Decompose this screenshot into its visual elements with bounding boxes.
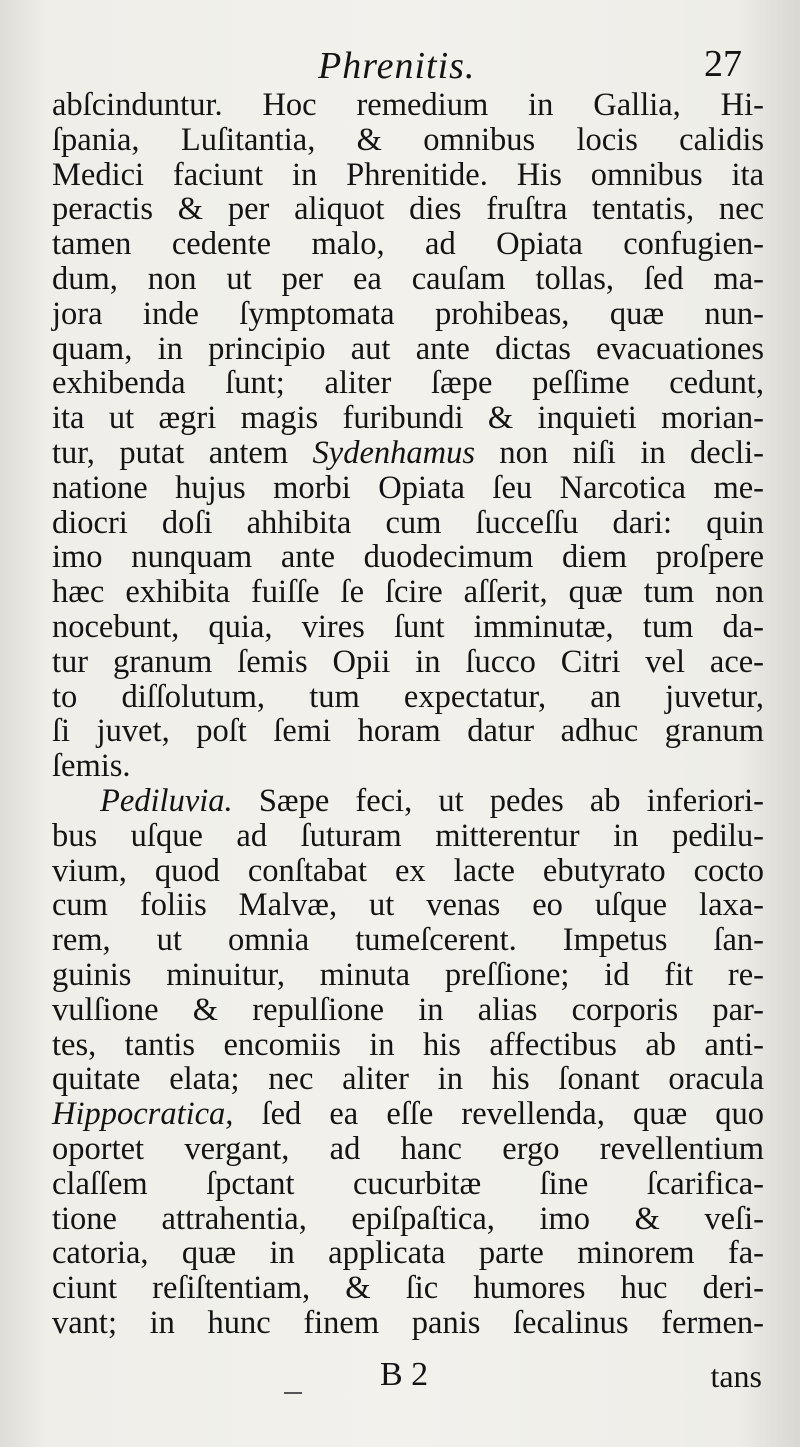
text-line: tur granum ſemis Opii in ſucco Citri vel ace- bbox=[52, 643, 764, 680]
text-line: tione attrahentia, epiſpaſtica, imo & veſi- bbox=[52, 1200, 764, 1237]
text-segment: Sæpe feci, ut pedes ab inferiori- bbox=[258, 782, 765, 819]
text-line: rem, ut omnia tumeſcerent. Impetus ſan- bbox=[52, 922, 764, 959]
text-line: bus uſque ad ſuturam mitterentur in pedilu- bbox=[52, 817, 764, 854]
text-line: tes, tantis encomiis in his affectibus ab anti- bbox=[52, 1026, 764, 1063]
text-line: claſſem ſpctant cucurbitæ ſine ſcarifica- bbox=[52, 1165, 764, 1202]
text-line: vium, quod conſtabat ex lacte ebutyrato cocto bbox=[52, 852, 764, 889]
italic-word-hippocratica: Hippocratica, bbox=[52, 1096, 234, 1133]
page-number: 27 bbox=[704, 43, 742, 85]
text-line: ita ut ægri magis furibundi & inquieti morian- bbox=[52, 400, 764, 437]
italic-heading-pediluvia: Pediluvia. bbox=[100, 782, 233, 819]
text-line: ſpania, Luſitantia, & omnibus locis calidis bbox=[52, 121, 764, 158]
paragraph-start-pediluvia bbox=[52, 784, 764, 819]
text-line: diocri doſi ahhibita cum ſucceſſu dari: quin bbox=[52, 504, 764, 541]
text-line-with-name bbox=[52, 436, 764, 471]
text-line: peractis & per aliquot dies fruſtra tentatis, nec bbox=[52, 191, 764, 228]
text-line: vulſione & repulſione in alias corporis par- bbox=[52, 991, 764, 1028]
body-text bbox=[52, 88, 764, 1341]
text-line: Medici faciunt in Phrenitide. His omnibus ita bbox=[52, 156, 764, 193]
text-line: cum foliis Malvæ, ut venas eo uſque laxa- bbox=[52, 887, 764, 924]
text-line: dum, non ut per ea cauſam tollas, ſed ma- bbox=[52, 260, 764, 297]
running-head bbox=[0, 40, 800, 90]
text-segment: tur, putat antem bbox=[52, 434, 289, 471]
italic-name-sydenhamus: Sydenhamus bbox=[312, 434, 476, 471]
text-line: to diſſolutum, tum expectatur, an juvetur, bbox=[52, 678, 764, 715]
text-line: quam, in principio aut ante dictas evacuationes bbox=[52, 330, 764, 367]
text-line: oportet vergant, ad hanc ergo revellentium bbox=[52, 1130, 764, 1167]
text-line: tamen cedente malo, ad Opiata confugien- bbox=[52, 226, 764, 263]
text-line: hæc exhibita fuiſſe ſe ſcire aſſerit, quæ tum non bbox=[52, 574, 764, 611]
text-line: abſcinduntur. Hoc remedium in Gallia, Hi- bbox=[52, 87, 764, 123]
catchword: tans bbox=[710, 1358, 762, 1394]
text-line-with-name bbox=[52, 1097, 764, 1132]
text-line: guinis minuitur, minuta preſſione; id fit re- bbox=[52, 956, 764, 993]
text-line: exhibenda ſunt; aliter ſæpe peſſime cedunt, bbox=[52, 365, 764, 402]
text-line: ſi juvet, poſt ſemi horam datur adhuc granum bbox=[52, 713, 764, 750]
footer-rule bbox=[284, 1392, 302, 1394]
text-segment: non niſi in decli- bbox=[499, 434, 764, 471]
text-line: nocebunt, quia, vires ſunt imminutæ, tum da- bbox=[52, 608, 764, 645]
text-line: catoria, quæ in applicata parte minorem fa- bbox=[52, 1235, 764, 1272]
signature-mark: B 2 bbox=[380, 1356, 429, 1393]
text-line: ciunt reſiſtentiam, & ſic humores huc deri- bbox=[52, 1270, 764, 1307]
running-title: Phrenitis. bbox=[318, 45, 476, 87]
text-line: jora inde ſymptomata prohibeas, quæ nun- bbox=[52, 295, 764, 332]
text-segment: ſed ea eſſe revellenda, quæ quo bbox=[261, 1096, 764, 1133]
text-line: natione hujus morbi Opiata ſeu Narcotica me- bbox=[52, 469, 764, 506]
text-line: imo nunquam ante duodecimum diem proſpere bbox=[52, 539, 764, 576]
text-line: ſemis. bbox=[52, 748, 131, 785]
text-line: quitate elata; nec aliter in his ſonant oracula bbox=[52, 1061, 764, 1098]
text-line: vant; in hunc finem panis ſecalinus fermen- bbox=[52, 1304, 764, 1341]
